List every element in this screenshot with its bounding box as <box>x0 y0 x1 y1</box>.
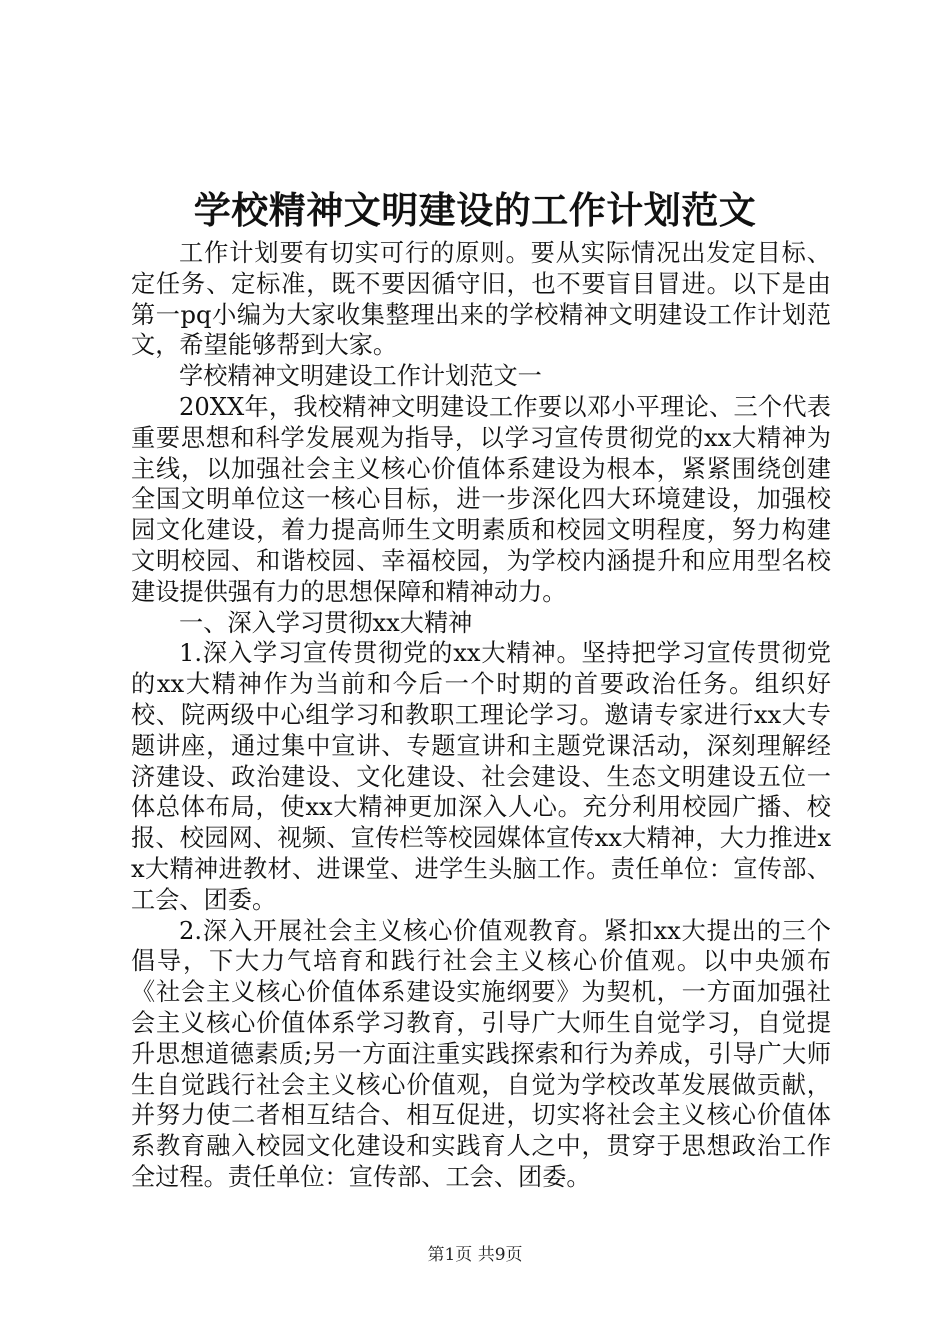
subsection-heading: 一、深入学习贯彻xx大精神 <box>179 608 473 637</box>
section-heading: 学校精神文明建设工作计划范文一 <box>179 362 542 391</box>
body-paragraph: 20XX年，我校精神文明建设工作要以邓小平理论、三个代表重要思想和科学发展观为指导，以学习宣传贯彻党的xx大精神为主线，以加强社会主义核心价值体系建设为根本，紧紧围绕创建全国文明单位这一核心目标，进一步深化四大环境建设，加强校园文化建设，着力提高师生文明素质和校园文明程度，努力构建文明校园、和谐校园、幸福校园，为学校内涵提升和应用型名校建设提供强有力的思想保障和精神动力。 <box>131 392 831 606</box>
document-body <box>131 238 831 1193</box>
document-title: 学校精神文明建设的工作计划范文 <box>193 188 757 232</box>
body-paragraph: 2.深入开展社会主义核心价值观教育。紧扣xx大提出的三个倡导，下大力气培育和践行社会主义核心价值观。以中央颁布《社会主义核心价值体系建设实施纲要》为契机，一方面加强社会主义核心价值体系学习教育，引导广大师生自觉学习，自觉提升思想道德素质;另一方面注重实践探索和行为养成，引导广大师生自觉践行社会主义核心价值观，自觉为学校改革发展做贡献，并努力使二者相互结合、相互促进，切实将社会主义核心价值体系教育融入校园文化建设和实践育人之中，贯穿于思想政治工作全过程。责任单位：宣传部、工会、团委。 <box>131 916 831 1191</box>
page-footer: 第1页 共9页 <box>427 1245 523 1265</box>
body-paragraph: 1.深入学习宣传贯彻党的xx大精神。坚持把学习宣传贯彻党的xx大精神作为当前和今后一个时期的首要政治任务。组织好校、院两级中心组学习和教职工理论学习。邀请专家进行xx大专题讲座，通过集中宣讲、专题宣讲和主题党课活动，深刻理解经济建设、政治建设、文化建设、社会建设、生态文明建设五位一体总体布局，使xx大精神更加深入人心。充分利用校园广播、校报、校园网、视频、宣传栏等校园媒体宣传xx大精神，大力推进xx大精神进教材、进课堂、进学生头脑工作。责任单位：宣传部、工会、团委。 <box>131 639 831 914</box>
intro-paragraph: 工作计划要有切实可行的原则。要从实际情况出发定目标、定任务、定标准，既不要因循守旧，也不要盲目冒进。以下是由第一pq小编为大家收集整理出来的学校精神文明建设工作计划范文，希望能够帮到大家。 <box>131 239 831 360</box>
